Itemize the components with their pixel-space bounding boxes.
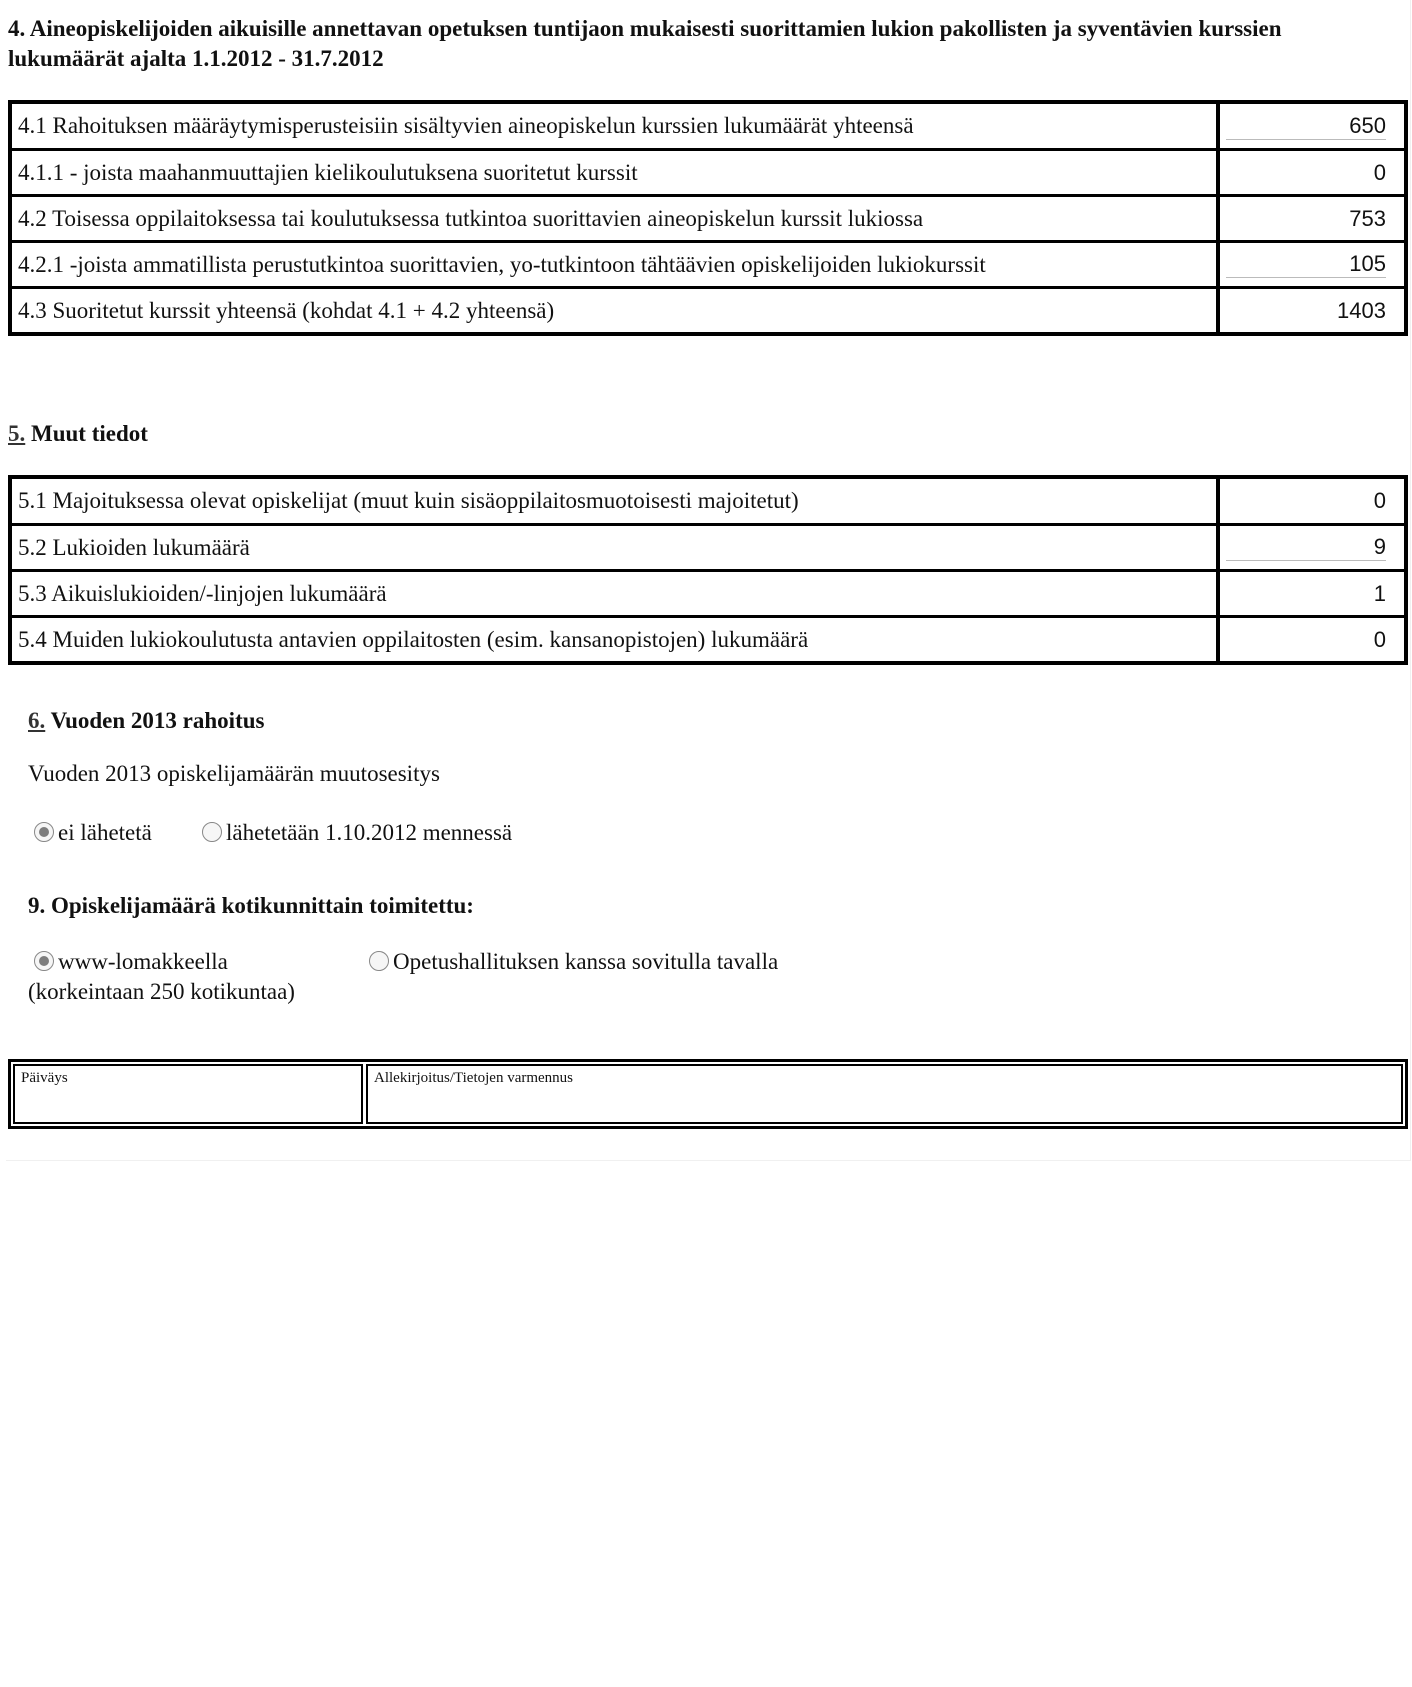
table-row — [11, 524, 1405, 570]
row-value-field[interactable] — [1219, 570, 1405, 616]
radio-option-www-lomakkeella[interactable] — [34, 947, 228, 977]
section5-table — [8, 475, 1408, 665]
row-label: 5.4 Muiden lukiokoulutusta antavien oppilaitosten (esim. kansanopistojen) lukumäärä — [11, 616, 1219, 662]
row-label: 4.1 Rahoituksen määräytymisperusteisiin sisältyvien aineopiskelun kurssien lukumäärät yhteensä — [11, 103, 1219, 149]
radio-option-ei-laheteta[interactable] — [34, 818, 152, 848]
radio-option-lahetetaan[interactable] — [202, 818, 512, 848]
row-label: 4.3 Suoritetut kurssit yhteensä (kohdat 4.1 + 4.2 yhteensä) — [11, 287, 1219, 333]
date-field[interactable] — [13, 1064, 363, 1124]
radio-label: Opetushallituksen kanssa sovitulla tavalla — [393, 949, 779, 974]
row-label: 4.2.1 -joista ammatillista perustutkintoa suorittavien, yo-tutkintoon tähtäävien opiskelijoiden lukiokurssit — [11, 241, 1219, 287]
radio-button[interactable] — [369, 951, 389, 971]
row-value: 9 — [1226, 534, 1386, 561]
signature-label: Allekirjoitus/Tietojen varmennus — [374, 1070, 574, 1086]
section5-title-text: Muut tiedot — [31, 421, 148, 446]
section5-title — [8, 419, 148, 449]
radio-label: www-lomakkeella — [58, 949, 228, 974]
signature-table — [8, 1059, 1408, 1129]
row-value-field[interactable] — [1219, 478, 1405, 524]
table-row — [11, 616, 1405, 662]
radio-label: lähetetään 1.10.2012 mennessä — [226, 820, 513, 845]
row-value-field[interactable] — [1219, 149, 1405, 195]
section4-title: 4. Aineopiskelijoiden aikuisille annettavan opetuksen tuntijaon mukaisesti suorittamien lukion pakollisten ja syventävien kurssien lukumäärät ajalta 1.1.2012 - 31.7.2012 — [8, 16, 1282, 71]
section4-table — [8, 100, 1408, 336]
row-value: 753 — [1349, 205, 1386, 231]
row-label: 4.2 Toisessa oppilaitoksessa tai koulutuksessa tutkintoa suorittavien aineopiskelun kurssit lukiossa — [11, 195, 1219, 241]
table-row — [11, 103, 1405, 149]
table-row — [11, 287, 1405, 333]
section6-number-link[interactable]: 6. — [28, 708, 46, 733]
row-value: 1 — [1373, 580, 1386, 606]
section6-subtitle: Vuoden 2013 opiskelijamäärän muutosesitys — [28, 761, 440, 786]
radio-button[interactable] — [202, 822, 222, 842]
row-value: 0 — [1373, 626, 1386, 652]
row-value: 105 — [1226, 251, 1386, 278]
signature-field[interactable] — [366, 1064, 1403, 1124]
radio-button-checked[interactable] — [34, 822, 54, 842]
row-value: 650 — [1226, 113, 1386, 140]
section9-title: 9. Opiskelijamäärä kotikunnittain toimitettu: — [28, 893, 474, 918]
section5-number-link[interactable]: 5. — [8, 421, 26, 446]
section6-title — [28, 706, 264, 736]
row-value-field[interactable] — [1219, 287, 1405, 333]
row-value: 0 — [1373, 159, 1386, 185]
radio-sublabel: (korkeintaan 250 kotikuntaa) — [28, 979, 295, 1004]
table-row — [11, 570, 1405, 616]
row-value-field[interactable] — [1219, 524, 1405, 570]
radio-option-opetushallitus[interactable] — [369, 947, 778, 977]
section6-title-text: Vuoden 2013 rahoitus — [50, 708, 265, 733]
row-value: 1403 — [1337, 297, 1386, 323]
radio-button-checked[interactable] — [34, 951, 54, 971]
table-row — [11, 149, 1405, 195]
row-label: 5.1 Majoituksessa olevat opiskelijat (muut kuin sisäoppilaitosmuotoisesti majoitetut) — [11, 478, 1219, 524]
row-label: 5.3 Aikuislukioiden/-linjojen lukumäärä — [11, 570, 1219, 616]
row-value-field[interactable] — [1219, 195, 1405, 241]
row-value-field[interactable] — [1219, 103, 1405, 149]
table-row — [11, 241, 1405, 287]
table-row — [11, 478, 1405, 524]
row-value-field[interactable] — [1219, 241, 1405, 287]
date-label: Päiväys — [21, 1070, 68, 1086]
table-row — [11, 195, 1405, 241]
row-label: 4.1.1 - joista maahanmuuttajien kielikoulutuksena suoritetut kurssit — [11, 149, 1219, 195]
radio-label: ei lähetetä — [58, 820, 152, 845]
row-value-field[interactable] — [1219, 616, 1405, 662]
row-value: 0 — [1373, 488, 1386, 513]
row-label: 5.2 Lukioiden lukumäärä — [11, 524, 1219, 570]
